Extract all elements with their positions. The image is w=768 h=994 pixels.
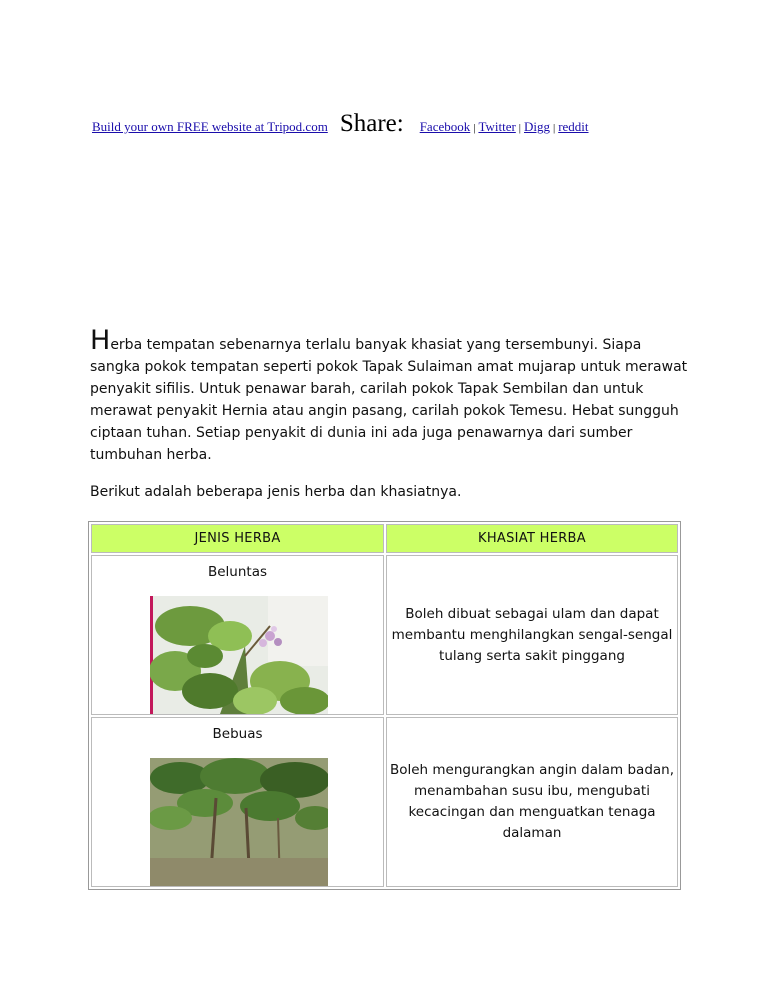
separator: |: [518, 122, 521, 134]
table-row: [91, 717, 678, 887]
table-row: [91, 555, 678, 715]
intro-paragraph: [90, 325, 690, 466]
bebuas-photo: [150, 758, 328, 886]
share-reddit-link[interactable]: reddit: [558, 119, 589, 134]
share-label: Share:: [339, 110, 404, 137]
herb-cell: [91, 717, 384, 887]
herb-table: [88, 521, 681, 890]
share-facebook-link[interactable]: Facebook: [419, 119, 471, 134]
intro-text: erba tempatan sebenarnya terlalu banyak khasiat yang tersembunyi. Siapa sangka pokok tempatan seperti pokok Tapak Sulaiman amat mujarap untuk merawat penyakit sifilis. Untuk penawar barah, carilah pokok Tapak Sembilan dan untuk merawat penyakit Hernia atau angin pasang, carilah pokok Temesu. Hebat sungguh ciptaan tuhan. Setiap penyakit di dunia ini ada juga penawarnya dari sumber tumbuhan herba.: [90, 337, 688, 463]
share-digg-link[interactable]: Digg: [524, 119, 550, 134]
tripod-header-bar: [92, 110, 589, 138]
herb-description: Boleh dibuat sebagai ulam dan dapat membantu menghilangkan sengal-sengal tulang serta sakit pinggang: [386, 555, 678, 715]
herb-cell: [91, 555, 384, 715]
herb-description: Boleh mengurangkan angin dalam badan, menambahan susu ibu, mengubati kecacingan dan menguatkan tenaga dalaman: [386, 717, 678, 887]
lead-sentence: Berikut adalah beberapa jenis herba dan khasiatnya.: [90, 484, 462, 500]
herb-name: Beluntas: [207, 564, 268, 580]
build-website-link[interactable]: Build your own FREE website at Tripod.com: [92, 119, 328, 134]
header-khasiat-herba: KHASIAT HERBA: [386, 524, 678, 553]
herb-name: Bebuas: [212, 726, 263, 742]
share-twitter-link[interactable]: Twitter: [478, 119, 516, 134]
beluntas-photo: [150, 596, 328, 714]
separator: |: [553, 122, 556, 134]
table-header-row: [91, 524, 678, 553]
separator: |: [473, 122, 476, 134]
dropcap-letter: H: [90, 325, 111, 356]
header-jenis-herba: JENIS HERBA: [91, 524, 384, 553]
